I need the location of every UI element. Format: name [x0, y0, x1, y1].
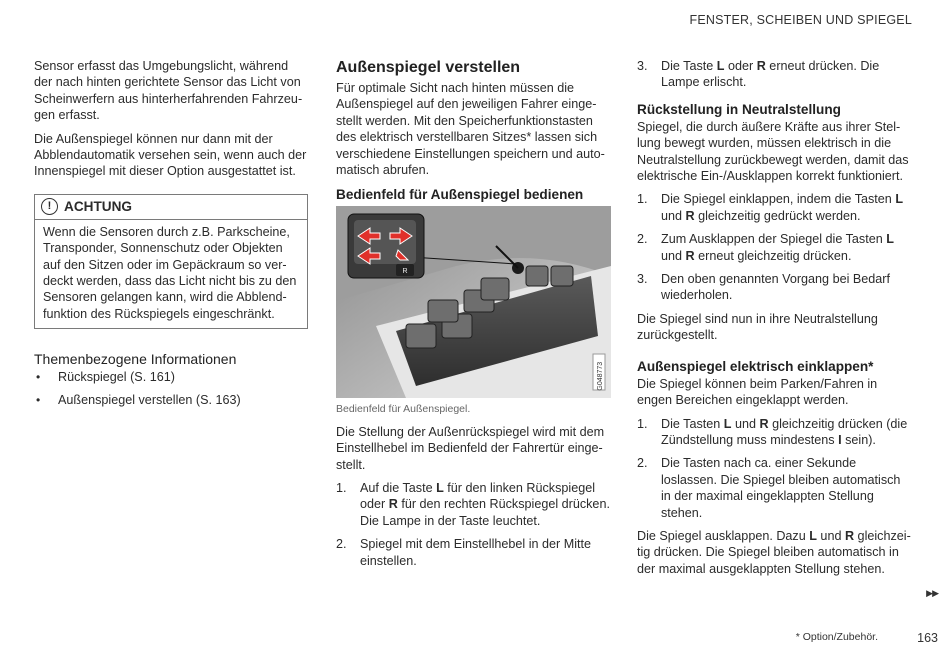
warning-title: ACHTUNG: [64, 198, 132, 214]
image-code: G048773: [597, 362, 605, 392]
reset-steps-list: [637, 191, 912, 303]
list-item: 1. Auf die Taste L für den linken Rückspiegel oder R für den rechten Rückspiegel drücken. Die Lampe in der Taste leuchtet.: [336, 481, 610, 528]
list-item: 1. Die Tasten L und R gleichzeitig drücken (die Zündstellung muss mindestens I sein).: [637, 416, 908, 447]
paragraph: Die Spiegel können beim Parken/Fahren in engen Bereichen eingeklappt werden.: [637, 376, 878, 408]
warning-icon: !: [41, 198, 58, 215]
related-list: [34, 369, 308, 408]
related-link[interactable]: • Außenspiegel verstellen (S. 163): [34, 392, 308, 408]
related-heading: Themenbezogene Informationen: [34, 351, 237, 368]
related-link[interactable]: • Rückspiegel (S. 161): [34, 369, 308, 385]
column-middle: [336, 58, 611, 576]
next-page-icon[interactable]: ▶▶: [926, 588, 938, 598]
warning-header: [35, 195, 307, 220]
svg-text:R: R: [402, 268, 408, 276]
list-item: 2. Die Tasten nach ca. einer Sekunde loslassen. Die Spiegel bleiben automatisch in der maximal eingeklappten Stellung stehen.: [637, 456, 901, 520]
list-item: 2. Spiegel mit dem Einstellhebel in der Mitte einstellen.: [336, 537, 591, 568]
paragraph: Für optimale Sicht nach hinten müssen die Außenspiegel auf den jeweiligen Fahrer eingestellt werden. Mit den Speicherfunktionstasten des elektrisch verstellbaren Sitzes* lassen sich verschiedene Einstellungen speichern und automatisch abrufen.: [336, 81, 605, 178]
fold-steps-list: [637, 416, 912, 521]
paragraph: Die Spiegel ausklappen. Dazu L und R gleichzeitig drücken. Die Spiegel bleiben automatisch in der maximal ausgeklappten Stellung stehen.: [637, 528, 911, 576]
reset-heading: Rückstellung in Neutralstellung: [637, 101, 841, 117]
list-item: 3. Den oben genannten Vorgang bei Bedarf wiederholen.: [637, 272, 890, 303]
paragraph: Spiegel, die durch äußere Kräfte aus ihrer Stellung bewegt wurden, müssen elektrisch in die Neutralstellung zurückbewegt werden, damit das elektrische Ein-/Ausklappen korrekt funktioniert.: [637, 119, 909, 184]
sub-heading: Bedienfeld für Außenspiegel bedienen: [336, 187, 584, 203]
steps-list: [336, 480, 611, 569]
list-item: 3. Die Taste L oder R erneut drücken. Die Lampe erlischt.: [637, 59, 880, 90]
fold-heading: Außenspiegel elektrisch einklappen*: [637, 358, 874, 374]
control-panel-photo: [336, 206, 611, 398]
column-left: [34, 58, 308, 414]
footnote: * Option/Zubehör.: [795, 631, 878, 643]
image-caption: Bedienfeld für Außenspiegel.: [336, 403, 471, 416]
page-number: 163: [917, 631, 938, 645]
warning-box: [34, 194, 308, 329]
paragraph: Die Stellung der Außenrückspiegel wird mit dem Einstellhebel im Bedienfeld der Fahrertür eingestellt.: [336, 424, 605, 472]
list-item: 2. Zum Ausklappen der Spiegel die Tasten L und R erneut gleichzeitig drücken.: [637, 232, 894, 263]
steps-list: [637, 58, 912, 91]
section-title: FENSTER, SCHEIBEN UND SPIEGEL: [689, 13, 912, 27]
control-panel-illustration: [336, 206, 611, 398]
column-right: [637, 58, 912, 584]
main-heading: Außenspiegel verstellen: [336, 59, 521, 76]
paragraph: Die Spiegel sind nun in ihre Neutralstellung zurückgestellt.: [637, 311, 878, 343]
list-item: 1. Die Spiegel einklappen, indem die Tasten L und R gleichzeitig gedrückt werden.: [637, 192, 904, 223]
warning-text: Wenn die Sensoren durch z.B. Parkscheine, Transponder, Sonnenschutz oder Objekten auf den Sitzen oder im Gepäckraum so verdeckt werden, dass das Licht nicht bis zu den Sensoren gelangen kann, wird die Abblendfunktion des Rückspiegels eingeschränkt.: [43, 224, 297, 321]
paragraph: Sensor erfasst das Umgebungslicht, während der nach hinten gerichtete Sensor das Licht von Scheinwerfern aus hinterherfahrenden Fahrzeugen erfasst.: [34, 59, 303, 123]
paragraph: Die Außenspiegel können nur dann mit der Abblendautomatik versehen sein, wenn auch der Innenspiegel mit dieser Option ausgestattet ist.: [34, 131, 307, 179]
